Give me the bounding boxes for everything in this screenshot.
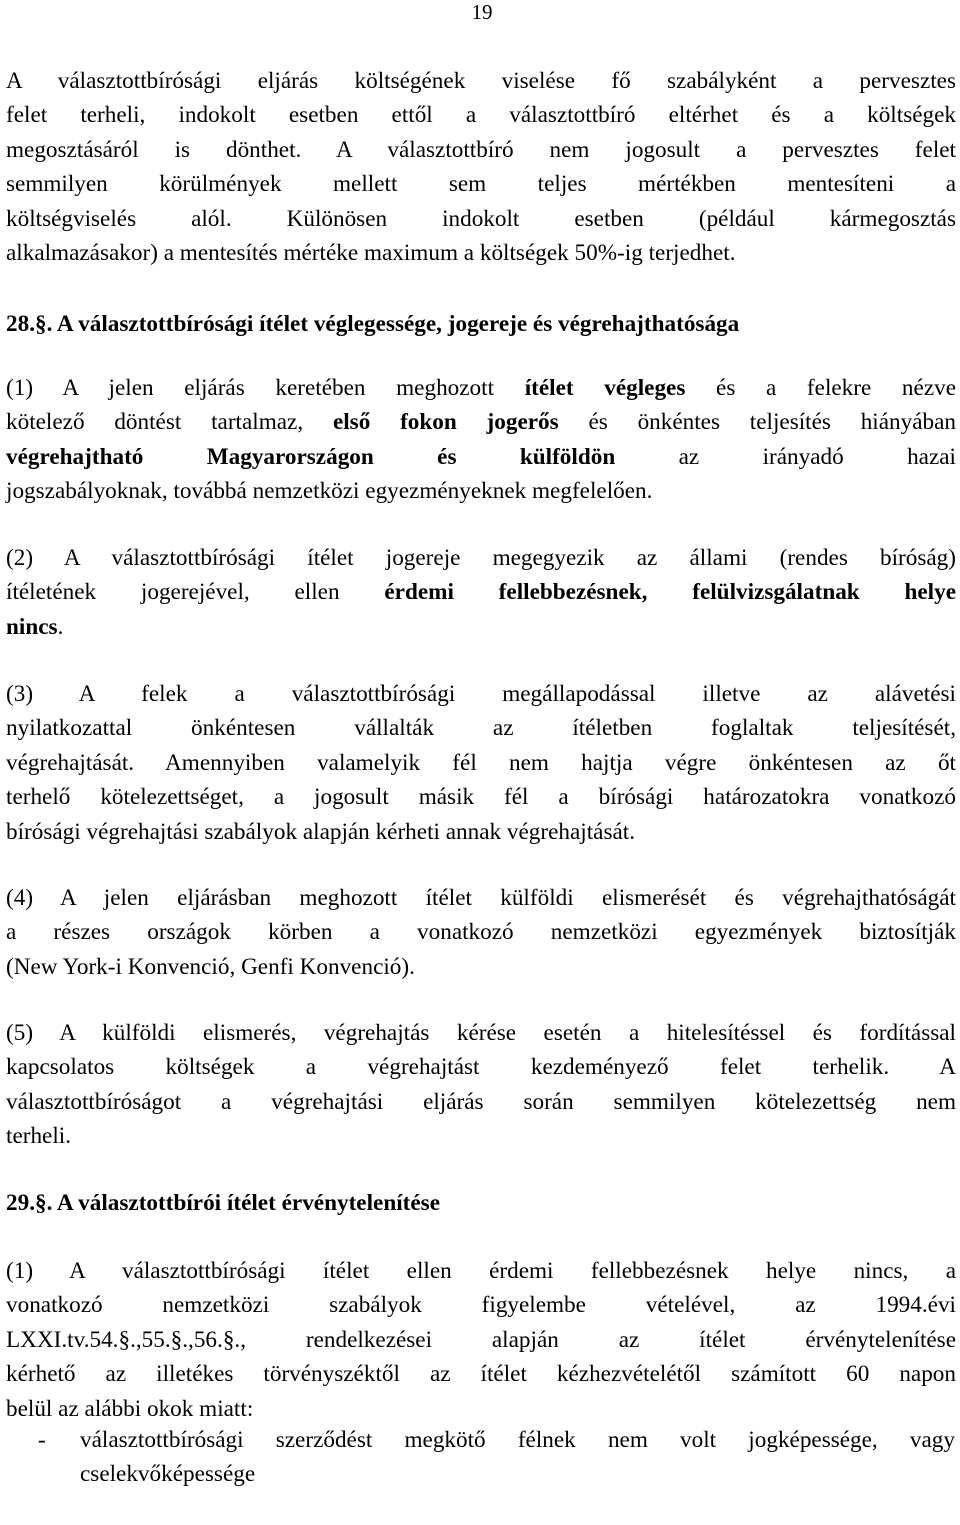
- bullet-line: választottbírósági szerződést megkötő félnek nem volt jogképessége, vagy: [80, 1427, 955, 1453]
- page-number: 19: [471, 0, 493, 24]
- paragraph-line: kérhető az illetékes törvényszéktől az ítélet kézhezvételétől számított 60 napon: [6, 1361, 956, 1388]
- bullet-text: [80, 1423, 955, 1491]
- emphasis-enforceable: végrehajtható Magyarországon és külföldön: [6, 443, 616, 470]
- paragraph-line: LXXI.tv.54.§.,55.§.,56.§., rendelkezései alapján az ítélet érvénytelenítése: [6, 1326, 956, 1353]
- paragraph-line: belül az alábbi okok miatt:: [6, 1395, 254, 1422]
- paragraph-line: (3) A felek a választottbírósági megállapodással illetve az alávetési: [6, 681, 956, 707]
- intro-line: alkalmazásakor) a mentesítés mértéke maximum a költségek 50%-ig terjedhet.: [6, 239, 736, 266]
- emphasis-final-judgment: ítélet végleges: [524, 375, 686, 401]
- paragraph-line: nincs.: [6, 613, 64, 640]
- section-29-paragraph-1: [6, 1254, 956, 1426]
- section-28-paragraph-3: [6, 677, 956, 849]
- paragraph-line: terhelő kötelezettséget, a jogosult másik fél a bírósági határozatokra vonatkozó: [6, 784, 956, 811]
- paragraph-line: választottbíróságot a végrehajtási eljárás során semmilyen kötelezettség nem: [6, 1088, 956, 1115]
- paragraph-line: végrehajtását. Amennyiben valamelyik fél nem hajtja végre önkéntesen az őt: [6, 749, 956, 776]
- intro-line: semmilyen körülmények mellett sem teljes mértékben mentesíteni a: [6, 171, 956, 198]
- bullet-dash: -: [38, 1427, 46, 1453]
- paragraph-line: terheli.: [6, 1123, 72, 1150]
- paragraph-line: vonatkozó nemzetközi szabályok figyelembe vételével, az 1994.évi: [6, 1292, 956, 1319]
- paragraph-line: jogszabályoknak, továbbá nemzetközi egyezményeknek megfelelően.: [6, 478, 653, 505]
- section-heading-text: 28.§. A választottbírósági ítélet véglegessége, jogereje és végrehajthatósága: [6, 311, 740, 337]
- emphasis-nincs: nincs: [6, 613, 58, 640]
- bullet-line: cselekvőképessége: [80, 1461, 256, 1487]
- paragraph-line: végrehajtható Magyarországon és külföldön az irányadó hazai: [6, 443, 956, 470]
- paragraph-line: (5) A külföldi elismerés, végrehajtás kérése esetén a hitelesítéssel és fordítással: [6, 1020, 956, 1046]
- paragraph-line: a részes országok körben a vonatkozó nemzetközi egyezmények biztosítják: [6, 919, 956, 946]
- paragraph-line: bírósági végrehajtási szabályok alapján kérheti annak végrehajtását.: [6, 818, 636, 845]
- paragraph-line: kapcsolatos költségek a végrehajtást kezdeményező felet terhelik. A: [6, 1054, 956, 1081]
- paragraph-line: (1) A jelen eljárás keretében meghozott ítélet végleges és a felekre nézve: [6, 375, 956, 401]
- emphasis-first-instance: első fokon jogerős: [332, 409, 559, 436]
- paragraph-line: (1) A választottbírósági ítélet ellen érdemi fellebbezésnek helye nincs, a: [6, 1258, 956, 1284]
- paragraph-line: nyilatkozattal önkéntesen vállalták az ítéletben foglaltak teljesítését,: [6, 715, 956, 742]
- intro-line: költségviselés alól. Különösen indokolt esetben (például kármegosztás: [6, 205, 956, 232]
- section-28-paragraph-1: [6, 371, 956, 509]
- intro-line: megosztásáról is dönthet. A választottbíró nem jogosult a pervesztes felet: [6, 136, 956, 163]
- section-29-heading: [6, 1186, 956, 1220]
- paragraph-line: (4) A jelen eljárásban meghozott ítélet külföldi elismerését és végrehajthatóságát: [6, 885, 956, 911]
- bullet-item: [0, 1423, 960, 1493]
- section-28-paragraph-2: [6, 541, 956, 644]
- section-28-paragraph-5: [6, 1016, 956, 1154]
- paragraph-line: ítéletének jogerejével, ellen érdemi fellebbezésnek, felülvizsgálatnak helye: [6, 579, 957, 606]
- emphasis-no-appeal: érdemi fellebbezésnek, felülvizsgálatnak helye: [384, 579, 957, 606]
- section-28-heading: [6, 307, 956, 341]
- intro-line: felet terheli, indokolt esetben ettől a választottbíró eltérhet és a költségek: [6, 102, 956, 129]
- paragraph-line: (New York-i Konvenció, Genfi Konvenció).: [6, 953, 415, 980]
- paragraph-line: (2) A választottbírósági ítélet jogereje megegyezik az állami (rendes bíróság): [6, 545, 956, 571]
- section-28-paragraph-4: [6, 881, 956, 984]
- intro-line: A választottbírósági eljárás költségének viselése fő szabályként a pervesztes: [6, 68, 956, 94]
- section-heading-text: 29.§. A választottbírói ítélet érvénytelenítése: [6, 1190, 440, 1216]
- intro-paragraph: [6, 64, 956, 270]
- paragraph-line: kötelező döntést tartalmaz, első fokon jogerős és önkéntes teljesítés hiányában: [6, 409, 956, 436]
